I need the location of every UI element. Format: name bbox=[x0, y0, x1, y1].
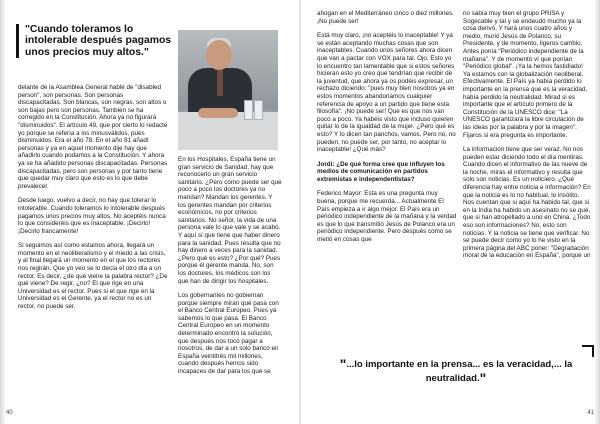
quote-mark-close: " bbox=[479, 369, 487, 386]
page-number: 41 bbox=[587, 410, 594, 416]
left-page-column-2 bbox=[178, 156, 282, 383]
page-edge-shadow bbox=[0, 0, 6, 424]
left-page bbox=[0, 0, 299, 424]
page-edge-shadow bbox=[594, 0, 600, 424]
right-page-column-1 bbox=[317, 10, 457, 251]
interview-answer: Federico Mayor: Esta es una pregunta muy buena, porque me recuerda... Actualmente El País empieza a ir algo mejor. El País era un periódico independiente de la mañana y la verdad es que lo que transmitió Jesús de Polanco era un periódico independiente. Pero después como se metió en cosas que bbox=[317, 190, 457, 244]
paragraph: Los gobernantes no gobiernan porque siempre miran qué pasa con el Banco Central Europeo. Pues ya sabemos lo que pasa. El Banco Central Europeo en un momento determinado encontró la solución, que después nos tocó pagar a nosotros, de dar a un solo banco en España veintitrés mil millones, cuando después hemos sido incapaces de dar para los que se bbox=[178, 292, 279, 376]
paragraph: ahogan en el Mediterráneo cinco o diez millones. ¡No puede ser! bbox=[317, 10, 454, 25]
page-number: 40 bbox=[6, 410, 13, 416]
interview-question: Jordi: ¿De qué forma cree que influyen los medios de comunicación en partidos extremistas e independentistas? bbox=[317, 160, 445, 183]
paragraph: Desde luego, vuelvo a decir, no hay que tolerar lo intolerable. Cuando toleramos lo intolerable después pagamos unos precios muy altos. No aceptéis nunca lo que consideréis que es inaceptable. ¡Decirlo! ¡Decirlo francamente! bbox=[18, 197, 166, 235]
right-page-column-2 bbox=[463, 10, 591, 267]
quote-mark-open: " bbox=[339, 356, 347, 372]
photo-figure-hands bbox=[198, 108, 238, 118]
right-page bbox=[301, 0, 600, 424]
paragraph: delante de la Asamblea General hablé de "disabled person", son personas. Son personas discapacitadas. Son blancas, son negras, son altos o son bajas pero son personas. También se ha corregido en la Constitución. Ahora ya no figurará "disminuidos". El artículo 49, que por cierto lo redacté yo porque se refería a los minusválidos, pues disminuidos. Era el año 78. En el año 81 añadí personas y ya en aquel momento dije hay que añadirlo cuando podamos a la Constitución. Y ahora ya se ha añadido personas discapacitadas. Personas discapacitadas, pero son personas y por tanto tiene que quedar muy claro que esto es lo que debe prevalecer. bbox=[18, 84, 168, 190]
paragraph: La información tiene que ser veraz. No nos pueden estar diciendo todo el día mentiras. Cuando dicen el informativo de las nueve de la noche, miras el informativo y resulta que solo son noticias. Es un noticiero. ¿Qué diferencia hay entre noticia e información? En que la noticia es lo no habitual, lo insólito. Nos cuentan que si aquí ha habido tal, que si en la India ha habido un asesinato no se qué, que si han atropellado a uno en China. ¿Todo eso son informaciones? No, esto son noticias. Y la noticia se tiene que verificar. No se puede decir como yo lo he visto en la primera página del ABC poner: "Degradación moral de la educación en España", porque un bbox=[463, 146, 591, 260]
speaker-photo bbox=[178, 30, 278, 150]
left-page-column-1 bbox=[18, 84, 168, 318]
photo-glass bbox=[244, 100, 253, 120]
paragraph: Está muy claro, ¡no aceptéis lo inaceptable! Y ya se están aceptando muchas cosas que son inaceptables. Cuando unos señores ahora dicen que van a pactar con VOX para tal. Ojo. Esto yo lo encuentro tan lamentable que si estos señores hicieran esto yo creo que tendrían que recibir de la juventud, que ahora ya os podéis expresar, un rechazo diciendo: "pues muy bien nosotros ya en estos momentos abandonamos cualquier referencia de apoyo a un partido que tiene esta filosofía". ¡No puede ser! Que es que nos van poco a poco. Ya habéis visto que incluso quieren quitar lo de la igualdad de la mujer. ¿Pero qué es esto? Y lo dicen tan panchos, vamos. Pero no, no pueden, no puede ser, por tanto, no aceptar lo inaceptable! ¿Qué más? bbox=[317, 32, 456, 154]
pull-quote: "Cuando toleramos lo intolerable después pagamos unos precios muy altos." bbox=[16, 24, 181, 58]
bottom-pull-quote bbox=[321, 357, 591, 384]
decorative-corner bbox=[582, 345, 594, 357]
paragraph: Si seguimos así como estamos ahora, llegará un momento en el neoliberalismo y el miedo a las crisis, y al final llegará un momento en el que los rectores nos regirán. Que yo veo se lo decía el otro día a un rector. Es decir, ¿de qué viene la palabra rector? ¿De qué viene? De regir, ¿no? El que rige en una Universidad es el rector. Pues si el que rige en la Universidad es el Gerente, ya el rector no es un rector, no puede ser. bbox=[18, 242, 168, 311]
bottom-quote-text: ...lo importante en la prensa... es la veracidad,... la neutralidad. bbox=[346, 359, 573, 384]
photo-figure-tie bbox=[217, 70, 223, 96]
paragraph: no sabía muy bien el grupo PRISA y Sogecable y tal y se endeudó mucho ya la cosa derivó. Y hará unos cuatro años y medio, murió Jesús de Polanco, su Presidente, y de momento, ligeros cambio. Antes ponía "Periódico independiente de la mañana". Y de momento ví que ponían "Periódico global". ¡Ya la hemos fastidiado! Ya estamos con la globalización neoliberal. Efectivamente. El País ya había perdido lo importante en la prensa que es la veracidad, había perdido la neutralidad. Mirad si es importante que el artículo primero de la Constitución de la UNESCO dice: "La UNESCO garantizará la libre circulación de las ideas por la palabra y por la imagen". Fijaros si era pregunta es importante. bbox=[463, 10, 588, 139]
photo-figure-head bbox=[206, 40, 232, 70]
paragraph: En los Hospitales, España tiene un gran servicio de Sanidad, hay que reconocerlo un gran servicio sanitario. ¿Pero cómo puede ser que poco a poco los doctores ya no mandan? Mandan los gerentes. Y los gerentes mandan por criterios económicos, no por criterios sanitarios. No señor, la vida de una persona vale lo que vale y se acabó. Y aquí sí que tiene que haber dinero para la sanidad. Pues resulta que no hay dinero a veces para la sanidad. ¿Pero qué es esto? ¿Por qué? Pues porque el gerente manda. No, son los doctores, los médicos son los que han de dirigir los hospitales. bbox=[178, 156, 282, 285]
photo-glass bbox=[254, 100, 263, 120]
